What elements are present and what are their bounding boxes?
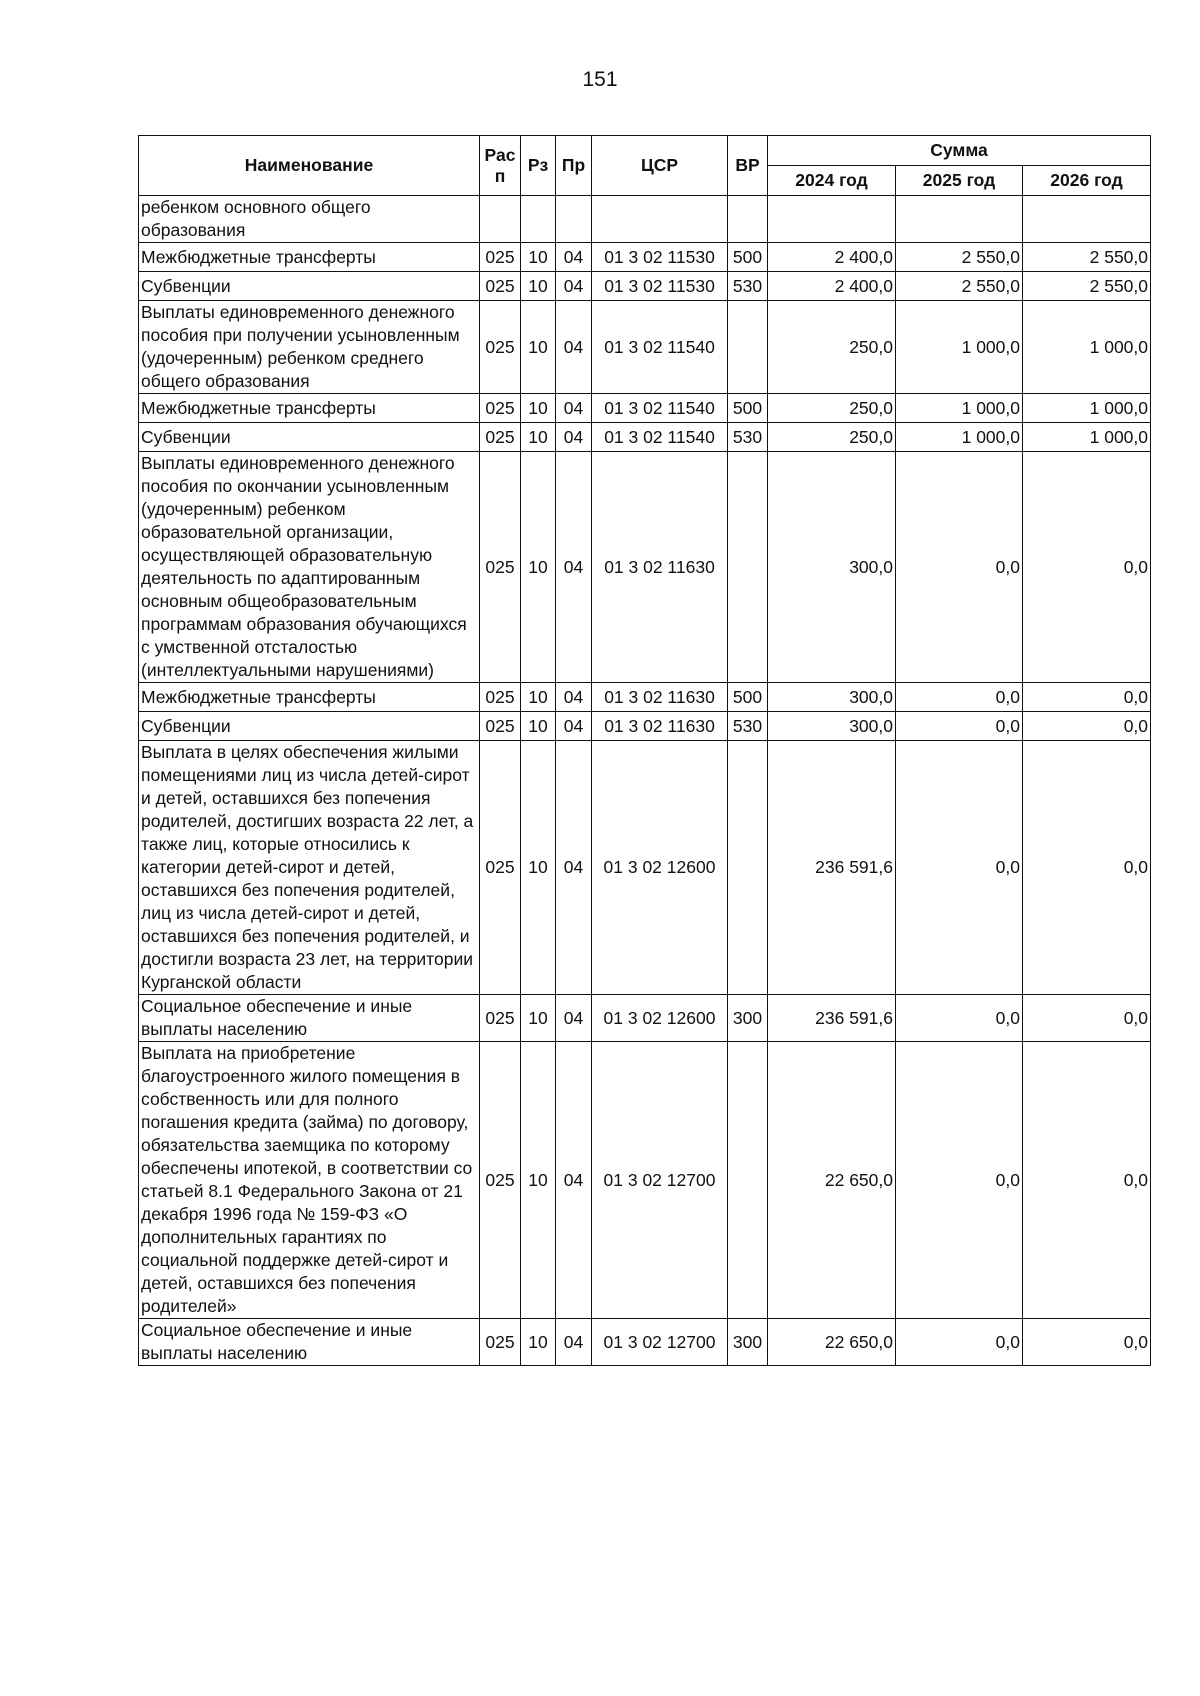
cell-csr: 01 3 02 11530: [592, 272, 728, 301]
cell-rz: 10: [521, 272, 556, 301]
cell-vr: 300: [728, 1319, 768, 1366]
cell-2026: 0,0: [1023, 683, 1151, 712]
cell-name: Межбюджетные трансферты: [139, 683, 480, 712]
cell-vr: 500: [728, 243, 768, 272]
cell-vr: [728, 741, 768, 995]
budget-table: [138, 135, 1151, 1366]
cell-vr: 300: [728, 995, 768, 1042]
cell-rz: 10: [521, 995, 556, 1042]
cell-2025: [896, 196, 1023, 243]
cell-2025: 0,0: [896, 995, 1023, 1042]
cell-2024: 22 650,0: [768, 1042, 896, 1319]
cell-name: Социальное обеспечение и иные выплаты населению: [139, 995, 480, 1042]
cell-2025: 1 000,0: [896, 423, 1023, 452]
cell-name: Социальное обеспечение и иные выплаты населению: [139, 1319, 480, 1366]
cell-rz: 10: [521, 243, 556, 272]
cell-rz: 10: [521, 301, 556, 394]
cell-2024: 236 591,6: [768, 995, 896, 1042]
cell-2024: 22 650,0: [768, 1319, 896, 1366]
cell-name: ребенком основного общего образования: [139, 196, 480, 243]
cell-rz: 10: [521, 683, 556, 712]
table-row: [139, 196, 1151, 243]
cell-rasp: 025: [480, 1319, 521, 1366]
cell-rasp: 025: [480, 741, 521, 995]
cell-pr: 04: [556, 741, 592, 995]
cell-2026: 0,0: [1023, 741, 1151, 995]
cell-vr: 500: [728, 683, 768, 712]
table-row: [139, 683, 1151, 712]
cell-name: Выплаты единовременного денежного пособия по окончании усыновленным (удочеренным) ребенком образовательной организации, осуществляющей образовательную деятельность по адаптированным основным общеобразовательным программам образования обучающихся с умственной отсталостью (интеллектуальными нарушениями): [139, 452, 480, 683]
cell-csr: 01 3 02 11630: [592, 683, 728, 712]
cell-pr: 04: [556, 1319, 592, 1366]
cell-pr: 04: [556, 243, 592, 272]
header-2026: 2026 год: [1023, 166, 1151, 196]
cell-2025: 1 000,0: [896, 301, 1023, 394]
cell-pr: 04: [556, 683, 592, 712]
table-row: [139, 394, 1151, 423]
cell-csr: [592, 196, 728, 243]
cell-rz: 10: [521, 1319, 556, 1366]
cell-2025: 0,0: [896, 683, 1023, 712]
cell-2026: 1 000,0: [1023, 394, 1151, 423]
cell-2024: 300,0: [768, 683, 896, 712]
cell-csr: 01 3 02 11540: [592, 301, 728, 394]
page-number: 151: [582, 68, 618, 91]
cell-name: Субвенции: [139, 272, 480, 301]
cell-2025: 0,0: [896, 712, 1023, 741]
cell-2026: 0,0: [1023, 1319, 1151, 1366]
table-row: [139, 1319, 1151, 1366]
cell-name: Межбюджетные трансферты: [139, 243, 480, 272]
header-csr: ЦСР: [592, 136, 728, 196]
cell-2025: 0,0: [896, 1319, 1023, 1366]
cell-2026: 0,0: [1023, 1042, 1151, 1319]
cell-csr: 01 3 02 11530: [592, 243, 728, 272]
cell-2026: 2 550,0: [1023, 243, 1151, 272]
cell-csr: 01 3 02 11540: [592, 394, 728, 423]
cell-rz: 10: [521, 452, 556, 683]
header-rz: Рз: [521, 136, 556, 196]
cell-pr: 04: [556, 272, 592, 301]
cell-2024: 250,0: [768, 394, 896, 423]
header-pr: Пр: [556, 136, 592, 196]
header-2024: 2024 год: [768, 166, 896, 196]
cell-rasp: 025: [480, 1042, 521, 1319]
cell-vr: [728, 301, 768, 394]
cell-rz: 10: [521, 1042, 556, 1319]
cell-rasp: 025: [480, 452, 521, 683]
cell-2025: 0,0: [896, 741, 1023, 995]
cell-2024: [768, 196, 896, 243]
cell-2026: 0,0: [1023, 452, 1151, 683]
header-rasp: Рас п: [480, 136, 521, 196]
cell-2026: 2 550,0: [1023, 272, 1151, 301]
cell-name: Выплата в целях обеспечения жилыми помещениями лиц из числа детей-сирот и детей, оставшихся без попечения родителей, достигших возраста 22 лет, а также лиц, которые относились к категории детей-сирот и детей, оставшихся без попечения родителей, лиц из числа детей-сирот и детей, оставшихся без попечения родителей, и достигли возраста 23 лет, на территории Курганской области: [139, 741, 480, 995]
cell-2024: 250,0: [768, 423, 896, 452]
cell-rz: 10: [521, 741, 556, 995]
cell-csr: 01 3 02 11630: [592, 712, 728, 741]
cell-rz: [521, 196, 556, 243]
cell-2026: 1 000,0: [1023, 423, 1151, 452]
cell-csr: 01 3 02 12600: [592, 741, 728, 995]
table-row: [139, 741, 1151, 995]
cell-rasp: 025: [480, 301, 521, 394]
cell-2026: [1023, 196, 1151, 243]
table-row: [139, 452, 1151, 683]
cell-pr: 04: [556, 995, 592, 1042]
cell-2024: 2 400,0: [768, 272, 896, 301]
cell-name: Субвенции: [139, 712, 480, 741]
table-row: [139, 301, 1151, 394]
cell-vr: 530: [728, 712, 768, 741]
cell-2024: 300,0: [768, 452, 896, 683]
cell-rasp: 025: [480, 243, 521, 272]
cell-rasp: 025: [480, 712, 521, 741]
cell-2024: 250,0: [768, 301, 896, 394]
cell-pr: 04: [556, 301, 592, 394]
header-2025: 2025 год: [896, 166, 1023, 196]
cell-pr: 04: [556, 452, 592, 683]
cell-vr: 530: [728, 272, 768, 301]
header-name: Наименование: [139, 136, 480, 196]
cell-pr: 04: [556, 712, 592, 741]
cell-2025: 0,0: [896, 1042, 1023, 1319]
cell-vr: [728, 1042, 768, 1319]
cell-csr: 01 3 02 12700: [592, 1042, 728, 1319]
cell-csr: 01 3 02 11630: [592, 452, 728, 683]
cell-rasp: 025: [480, 394, 521, 423]
cell-name: Выплаты единовременного денежного пособия при получении усыновленным (удочеренным) ребенком среднего общего образования: [139, 301, 480, 394]
cell-vr: [728, 196, 768, 243]
cell-2026: 0,0: [1023, 995, 1151, 1042]
cell-pr: 04: [556, 423, 592, 452]
cell-name: Субвенции: [139, 423, 480, 452]
cell-name: Межбюджетные трансферты: [139, 394, 480, 423]
cell-2025: 2 550,0: [896, 243, 1023, 272]
cell-pr: [556, 196, 592, 243]
cell-vr: 530: [728, 423, 768, 452]
table-row: [139, 423, 1151, 452]
cell-2024: 2 400,0: [768, 243, 896, 272]
cell-csr: 01 3 02 12600: [592, 995, 728, 1042]
cell-rasp: 025: [480, 995, 521, 1042]
table-row: [139, 712, 1151, 741]
cell-2025: 1 000,0: [896, 394, 1023, 423]
cell-2025: 2 550,0: [896, 272, 1023, 301]
cell-2024: 236 591,6: [768, 741, 896, 995]
cell-rz: 10: [521, 423, 556, 452]
cell-vr: 500: [728, 394, 768, 423]
cell-pr: 04: [556, 394, 592, 423]
header-sum: Сумма: [768, 136, 1151, 166]
cell-rasp: [480, 196, 521, 243]
cell-csr: 01 3 02 12700: [592, 1319, 728, 1366]
cell-2024: 300,0: [768, 712, 896, 741]
cell-rz: 10: [521, 712, 556, 741]
cell-csr: 01 3 02 11540: [592, 423, 728, 452]
cell-2025: 0,0: [896, 452, 1023, 683]
table-row: [139, 1042, 1151, 1319]
cell-name: Выплата на приобретение благоустроенного жилого помещения в собственность или для полного погашения кредита (займа) по договору, обязательства заемщика по которому обеспечены ипотекой, в соответствии со статьей 8.1 Федерального Закона от 21 декабря 1996 года № 159-ФЗ «О дополнительных гарантиях по социальной поддержке детей-сирот и детей, оставшихся без попечения родителей»: [139, 1042, 480, 1319]
cell-rz: 10: [521, 394, 556, 423]
cell-rasp: 025: [480, 423, 521, 452]
table-row: [139, 272, 1151, 301]
cell-2026: 1 000,0: [1023, 301, 1151, 394]
header-vr: ВР: [728, 136, 768, 196]
cell-rasp: 025: [480, 272, 521, 301]
cell-2026: 0,0: [1023, 712, 1151, 741]
cell-vr: [728, 452, 768, 683]
table-row: [139, 995, 1151, 1042]
table-row: [139, 243, 1151, 272]
cell-pr: 04: [556, 1042, 592, 1319]
cell-rasp: 025: [480, 683, 521, 712]
